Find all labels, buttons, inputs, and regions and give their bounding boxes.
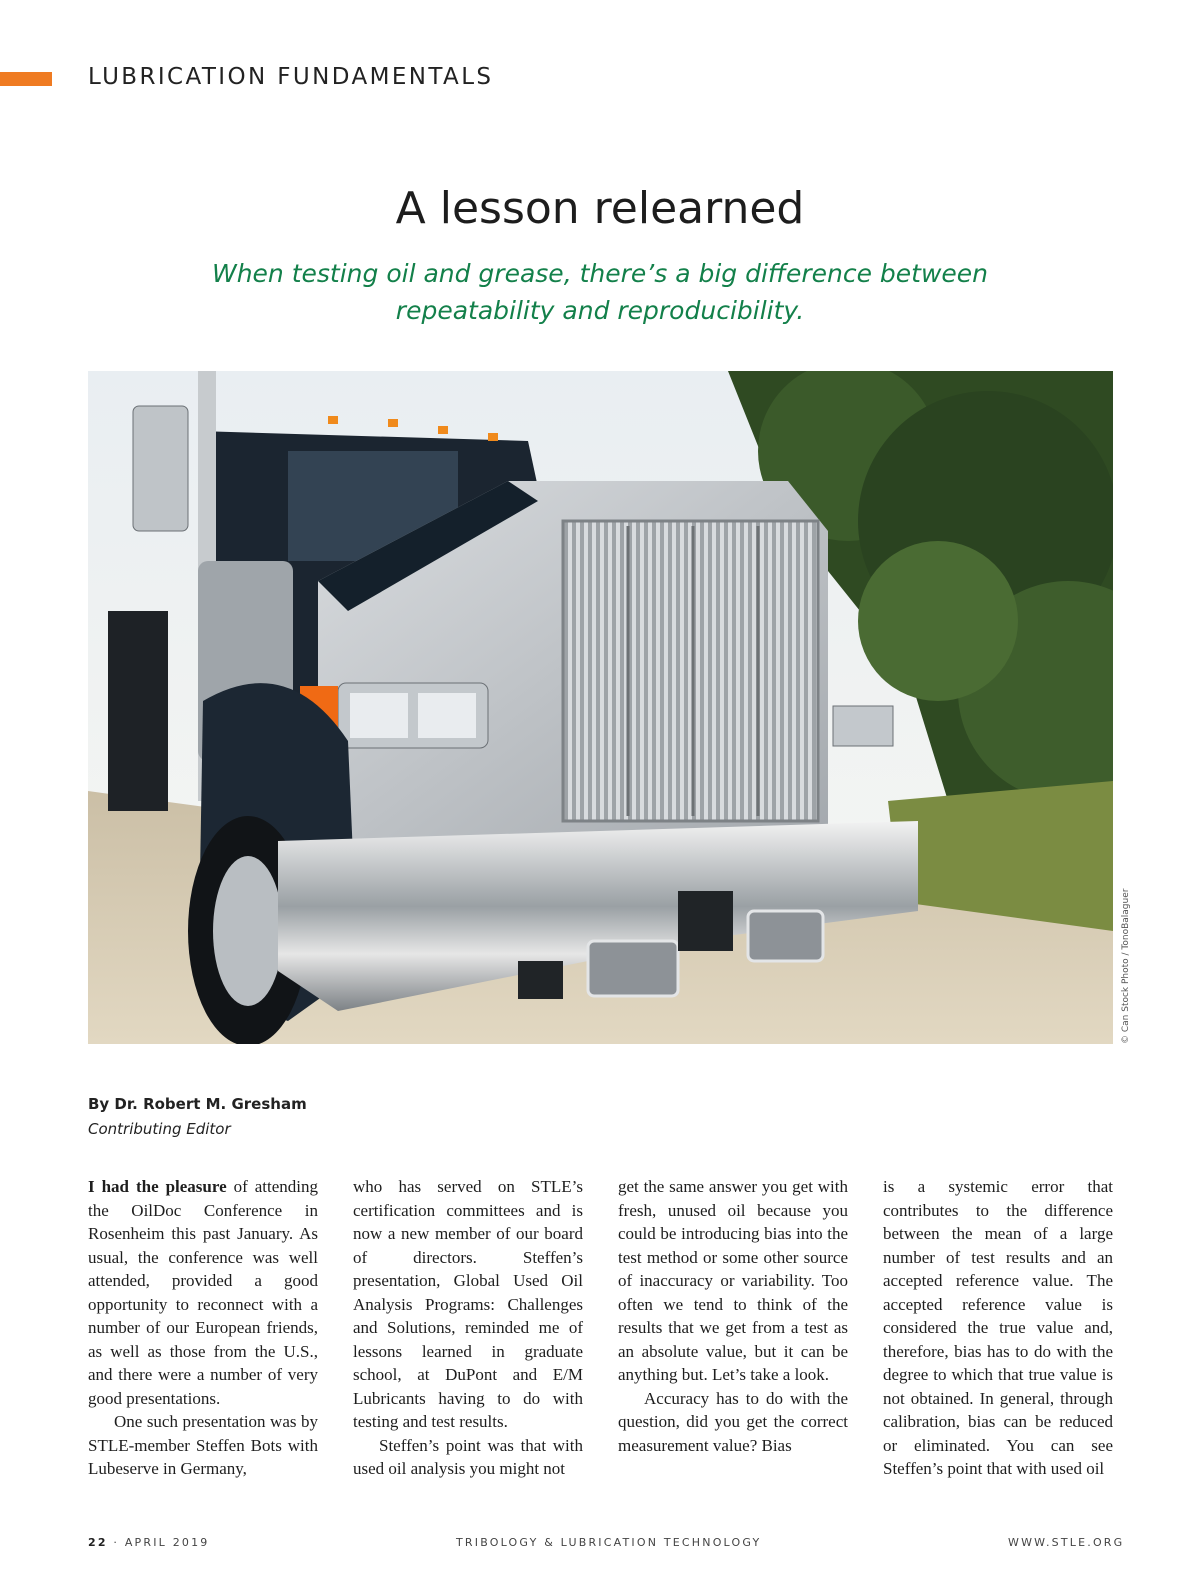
footer-separator: · <box>113 1536 120 1549</box>
paragraph <box>88 1175 318 1410</box>
paragraph: is a systemic error that contributes to the difference between the mean of a large number of test results and an accepted reference value. The accepted reference value is considered the true value and, therefore, bias has to do with the degree to which that true value is not obtained. In general, through calibration, bias can be reduced or eliminated. You can see Steffen’s point that with used oil <box>883 1177 1113 1478</box>
section-label: LUBRICATION FUNDAMENTALS <box>88 64 494 90</box>
body-column-2 <box>353 1175 583 1481</box>
page-number: 22 <box>88 1536 108 1549</box>
article-title: A lesson relearned <box>395 183 805 234</box>
paragraph: One such presentation was by STLE-member Steffen Bots with Lubeserve in Germany, <box>88 1412 318 1478</box>
body-column-4 <box>883 1175 1113 1481</box>
paragraph-text: of attending the OilDoc Conference in Rosenheim this past January. As usual, the conference was well attended, provided a good opportunity to reconnect with a number of our European friends, as well as those from the U.S., and there were a number of very good presentations. <box>88 1177 319 1408</box>
body-column-1 <box>88 1175 318 1481</box>
subtitle-line-1: When testing oil and grease, there’s a big difference between <box>211 259 989 288</box>
author-byline: By Dr. Robert M. Gresham <box>88 1095 307 1113</box>
website-link[interactable]: WWW.STLE.ORG <box>1008 1536 1125 1549</box>
footer-folio <box>88 1536 210 1549</box>
photo-credit: © Can Stock Photo / TonoBalaguer <box>1121 888 1131 1044</box>
body-column-3 <box>618 1175 848 1457</box>
issue-date: APRIL 2019 <box>124 1536 210 1549</box>
author-role: Contributing Editor <box>88 1120 231 1138</box>
publication-name: TRIBOLOGY & LUBRICATION TECHNOLOGY <box>456 1536 762 1549</box>
paragraph: get the same answer you get with fresh, unused oil because you could be introducing bias into the test method or some other source of inaccuracy or variability. Too often we tend to think of the results that we get from a test as an absolute value, but it can be anything but. Let’s take a look. <box>618 1177 848 1384</box>
lead-in: I had the pleasure <box>88 1177 227 1196</box>
section-accent-bar <box>0 72 52 86</box>
paragraph: who has served on STLE’s certification committees and is now a new member of our board of directors. Steffen’s presentation, Global Used Oil Analysis Programs: Challenges and Solutions, reminded me of lessons learned in graduate school, at DuPont and E/M Lubricants having to do with testing and test results. <box>353 1177 583 1431</box>
paragraph: Accuracy has to do with the question, did you get the correct measurement value? Bias <box>618 1388 848 1455</box>
paragraph: Steffen’s point was that with used oil analysis you might not <box>353 1435 583 1478</box>
truck-photo <box>88 371 1113 1044</box>
article-subtitle <box>140 255 1060 329</box>
subtitle-line-2: repeatability and reproducibility. <box>395 296 805 325</box>
